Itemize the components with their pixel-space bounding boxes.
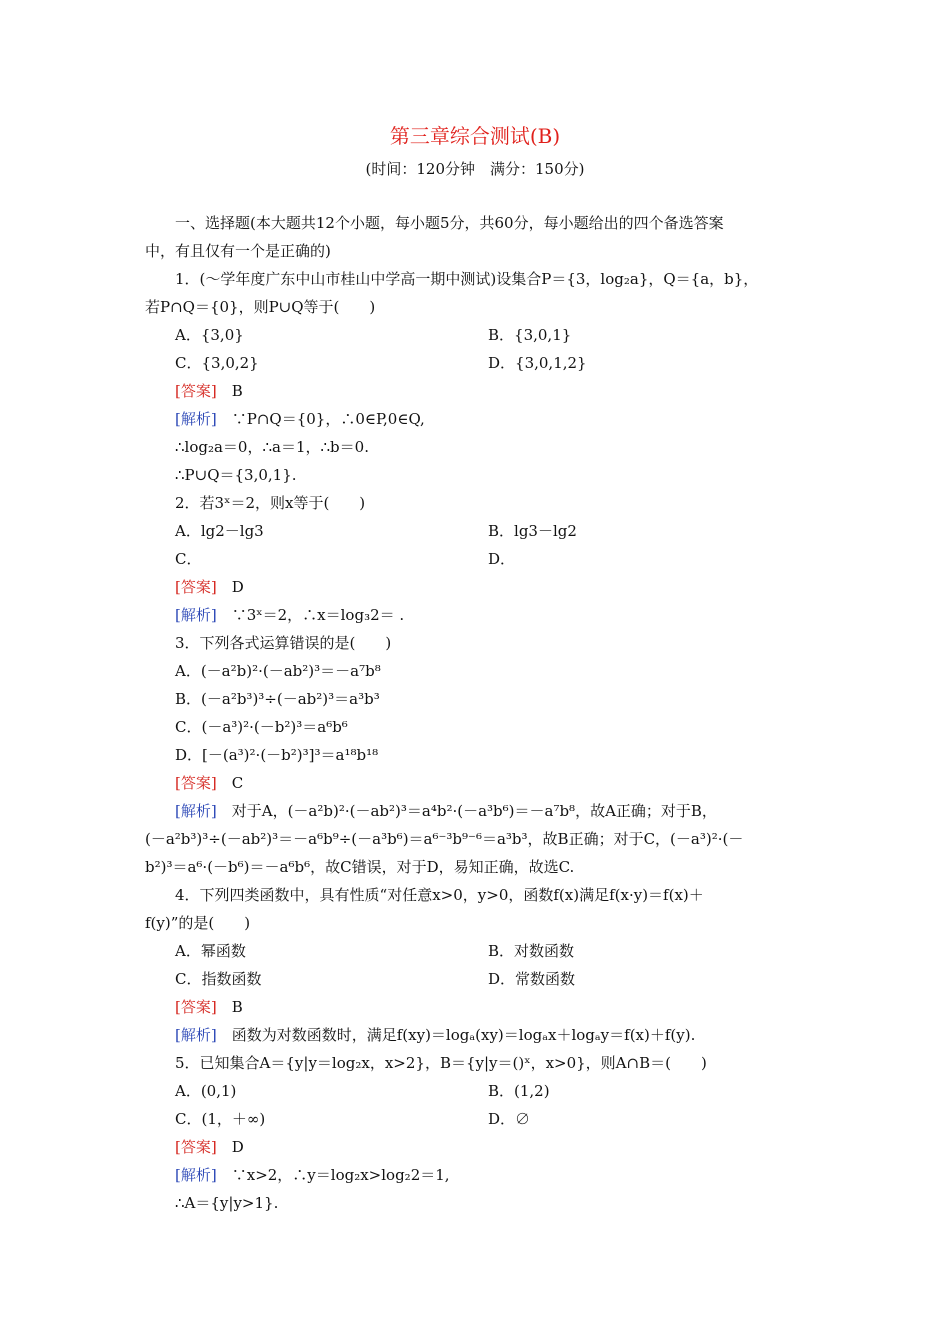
- page-subtitle: (时间：120分钟 满分：150分): [365, 160, 585, 178]
- q4-option-d: D．常数函数: [488, 970, 576, 988]
- q1-option-a: A．{3,0}: [175, 326, 244, 344]
- q5-answer: [175, 1137, 244, 1157]
- q3-option-a: A．(－a²b)²·(－ab²)³＝－a⁷b⁸: [175, 662, 381, 680]
- answer-label: [答案]: [175, 578, 217, 596]
- q2-answer: [175, 577, 244, 597]
- q1-analysis: [175, 409, 425, 429]
- q5-option-b: B．(1,2): [488, 1082, 550, 1100]
- answer-label: [答案]: [175, 382, 217, 400]
- q5-answer-value: D: [231, 1138, 244, 1156]
- q2-option-a: A．lg2－lg3: [175, 522, 264, 540]
- q2-stem: 2．若3ˣ＝2，则x等于( ): [175, 494, 366, 512]
- answer-label: [答案]: [175, 774, 217, 792]
- section-intro-line2: 中，有且仅有一个是正确的): [145, 242, 331, 260]
- q3-analysis-line3: b²)³＝a⁶·(－b⁶)＝－a⁶b⁶，故C错误，对于D，易知正确，故选C.: [145, 858, 575, 876]
- q3-analysis-line2: (－a²b³)³÷(－ab²)³＝－a⁶b⁹÷(－a³b⁶)＝a⁶⁻³b⁹⁻⁶＝a³b³，故B正确；对于C，(－a³)²·(－: [145, 830, 744, 848]
- q1-analysis-line1: ∵P∩Q＝{0}，∴0∈P,0∈Q,: [231, 410, 425, 428]
- q4-option-c: C．指数函数: [175, 970, 262, 988]
- q3-option-d: D．[－(a³)²·(－b²)³]³＝a¹⁸b¹⁸: [175, 746, 379, 764]
- q4-option-b: B．对数函数: [488, 942, 575, 960]
- q3-stem: 3．下列各式运算错误的是( ): [175, 634, 392, 652]
- q1-analysis-line3: ∴P∪Q＝{3,0,1}.: [175, 466, 297, 484]
- q5-analysis: [175, 1165, 450, 1185]
- q5-analysis-line1: ∵x>2，∴y＝log₂x>log₂2＝1,: [231, 1166, 450, 1184]
- q4-answer-value: B: [231, 998, 243, 1016]
- q2-analysis: [175, 605, 404, 625]
- q2-option-b: B．lg3－lg2: [488, 522, 577, 540]
- q1-analysis-line2: ∴log₂a＝0，∴a＝1，∴b＝0.: [175, 438, 369, 456]
- q5-analysis-line2: ∴A＝{y|y>1}.: [175, 1194, 279, 1212]
- analysis-label: [解析]: [175, 1166, 217, 1184]
- q5-option-a: A．(0,1): [175, 1082, 237, 1100]
- q3-answer-value: C: [231, 774, 244, 792]
- q4-analysis-text: 函数为对数函数时，满足f(xy)＝logₐ(xy)＝logₐx＋logₐy＝f(x)＋f(y).: [231, 1026, 696, 1044]
- page-title: 第三章综合测试(B): [389, 124, 561, 148]
- q1-stem-line2: 若P∩Q＝{0}，则P∪Q等于( ): [145, 298, 376, 316]
- q3-answer: [175, 773, 243, 793]
- q2-option-c: C．: [175, 550, 202, 568]
- q2-analysis-text: ∵3ˣ＝2，∴x＝log₃2＝ .: [231, 606, 405, 624]
- q5-stem: 5．已知集合A＝{y|y＝log₂x，x>2}，B＝{y|y＝()ˣ，x>0}，则A∩B＝( ): [175, 1054, 707, 1072]
- q1-option-d: D．{3,0,1,2}: [488, 354, 587, 372]
- q5-option-d: D．∅: [488, 1110, 531, 1128]
- analysis-label: [解析]: [175, 802, 217, 820]
- q4-option-a: A．幂函数: [175, 942, 246, 960]
- q3-analysis-line1: 对于A，(－a²b)²·(－ab²)³＝a⁴b²·(－a³b⁶)＝－a⁷b⁸，故A正确；对于B，: [231, 802, 717, 820]
- q2-answer-value: D: [231, 578, 244, 596]
- answer-label: [答案]: [175, 1138, 217, 1156]
- q3-option-c: C．(－a³)²·(－b²)³＝a⁶b⁶: [175, 718, 348, 736]
- q3-analysis: [175, 801, 717, 821]
- q1-answer: [175, 381, 243, 401]
- q1-option-b: B．{3,0,1}: [488, 326, 572, 344]
- q5-option-c: C．(1，＋∞): [175, 1110, 266, 1128]
- q4-answer: [175, 997, 243, 1017]
- q4-analysis: [175, 1025, 695, 1045]
- answer-label: [答案]: [175, 998, 217, 1016]
- q3-option-b: B．(－a²b³)³÷(－ab²)³＝a³b³: [175, 690, 380, 708]
- q4-stem-line1: 4．下列四类函数中，具有性质“对任意x>0，y>0，函数f(x)满足f(x·y)＝f(x)＋: [175, 886, 704, 904]
- q2-option-d: D．: [488, 550, 516, 568]
- analysis-label: [解析]: [175, 1026, 217, 1044]
- q1-stem-line1: 1．(～学年度广东中山市桂山中学高一期中测试)设集合P＝{3，log₂a}，Q＝{a，b}，: [175, 270, 759, 288]
- q1-answer-value: B: [231, 382, 243, 400]
- analysis-label: [解析]: [175, 410, 217, 428]
- analysis-label: [解析]: [175, 606, 217, 624]
- section-intro-line1: 一、选择题(本大题共12个小题，每小题5分，共60分，每小题给出的四个备选答案: [175, 214, 724, 232]
- q1-option-c: C．{3,0,2}: [175, 354, 259, 372]
- q4-stem-line2: f(y)”的是( ): [145, 914, 251, 932]
